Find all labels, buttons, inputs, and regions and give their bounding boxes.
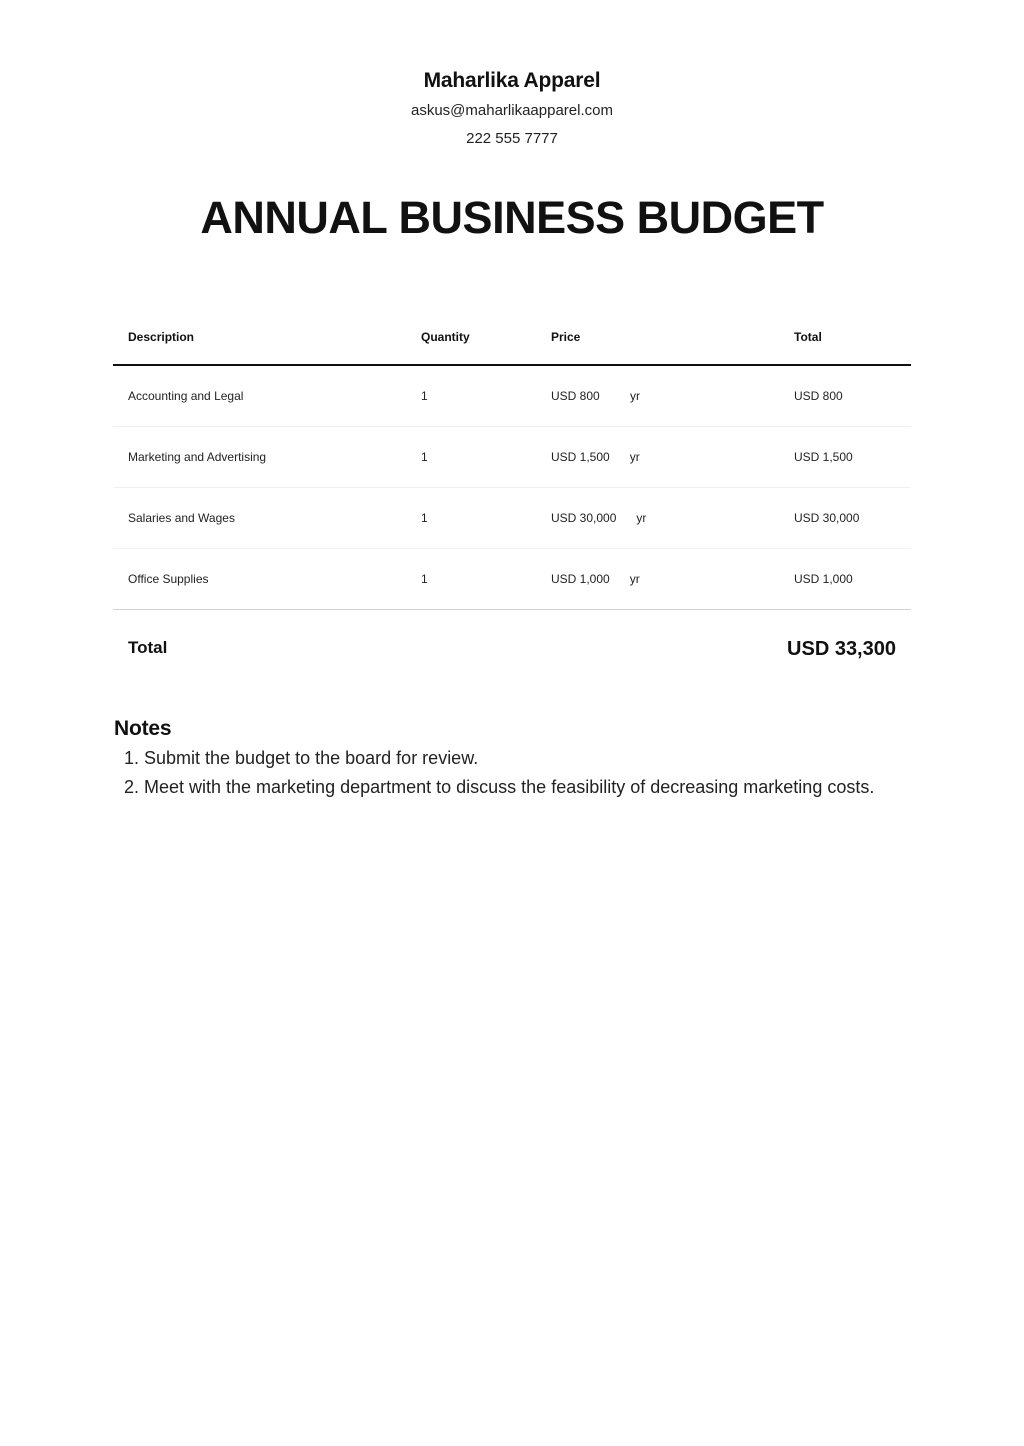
price-amount: USD 30,000 bbox=[551, 511, 617, 525]
row-price bbox=[536, 488, 779, 549]
row-price bbox=[536, 549, 779, 610]
row-description: Accounting and Legal bbox=[113, 365, 406, 427]
grand-total-label: Total bbox=[128, 638, 168, 657]
header-total: Total bbox=[779, 310, 911, 365]
price-amount: USD 1,000 bbox=[551, 572, 610, 586]
header-price: Price bbox=[536, 310, 779, 365]
budget-table bbox=[113, 310, 911, 610]
document-title: ANNUAL BUSINESS BUDGET bbox=[200, 192, 824, 243]
price-amount: USD 1,500 bbox=[551, 450, 610, 464]
row-price bbox=[536, 427, 779, 488]
company-header bbox=[0, 66, 1024, 153]
row-description: Salaries and Wages bbox=[113, 488, 406, 549]
grand-total-value: USD 33,300 bbox=[787, 638, 896, 660]
table-row bbox=[113, 427, 911, 488]
table-row bbox=[113, 549, 911, 610]
price-unit: yr bbox=[636, 511, 647, 525]
row-quantity: 1 bbox=[406, 427, 536, 488]
list-item: 1. Submit the budget to the board for review. bbox=[144, 744, 914, 773]
notes-list bbox=[114, 744, 914, 802]
header-description: Description bbox=[113, 310, 406, 365]
list-item: 2. Meet with the marketing department to discuss the feasibility of decreasing marketing costs. bbox=[144, 773, 914, 802]
row-total: USD 1,000 bbox=[779, 549, 911, 610]
table-header-row bbox=[113, 310, 911, 365]
row-description: Office Supplies bbox=[113, 549, 406, 610]
row-quantity: 1 bbox=[406, 488, 536, 549]
header-quantity: Quantity bbox=[406, 310, 536, 365]
notes-title: Notes bbox=[114, 717, 172, 740]
table-row bbox=[113, 488, 911, 549]
row-total: USD 30,000 bbox=[779, 488, 911, 549]
company-name: Maharlika Apparel bbox=[423, 69, 601, 92]
price-unit: yr bbox=[629, 450, 640, 464]
notes-section bbox=[114, 714, 914, 802]
price-unit: yr bbox=[630, 389, 640, 403]
row-description: Marketing and Advertising bbox=[113, 427, 406, 488]
row-total: USD 800 bbox=[779, 365, 911, 427]
company-email: askus@maharlikaapparel.com bbox=[411, 102, 613, 119]
row-quantity: 1 bbox=[406, 549, 536, 610]
company-phone: 222 555 7777 bbox=[466, 130, 558, 147]
grand-total-row bbox=[113, 622, 911, 678]
row-price bbox=[536, 365, 779, 427]
row-total: USD 1,500 bbox=[779, 427, 911, 488]
row-quantity: 1 bbox=[406, 365, 536, 427]
table-row bbox=[113, 365, 911, 427]
price-amount: USD 800 bbox=[551, 389, 600, 403]
price-unit: yr bbox=[629, 572, 640, 586]
